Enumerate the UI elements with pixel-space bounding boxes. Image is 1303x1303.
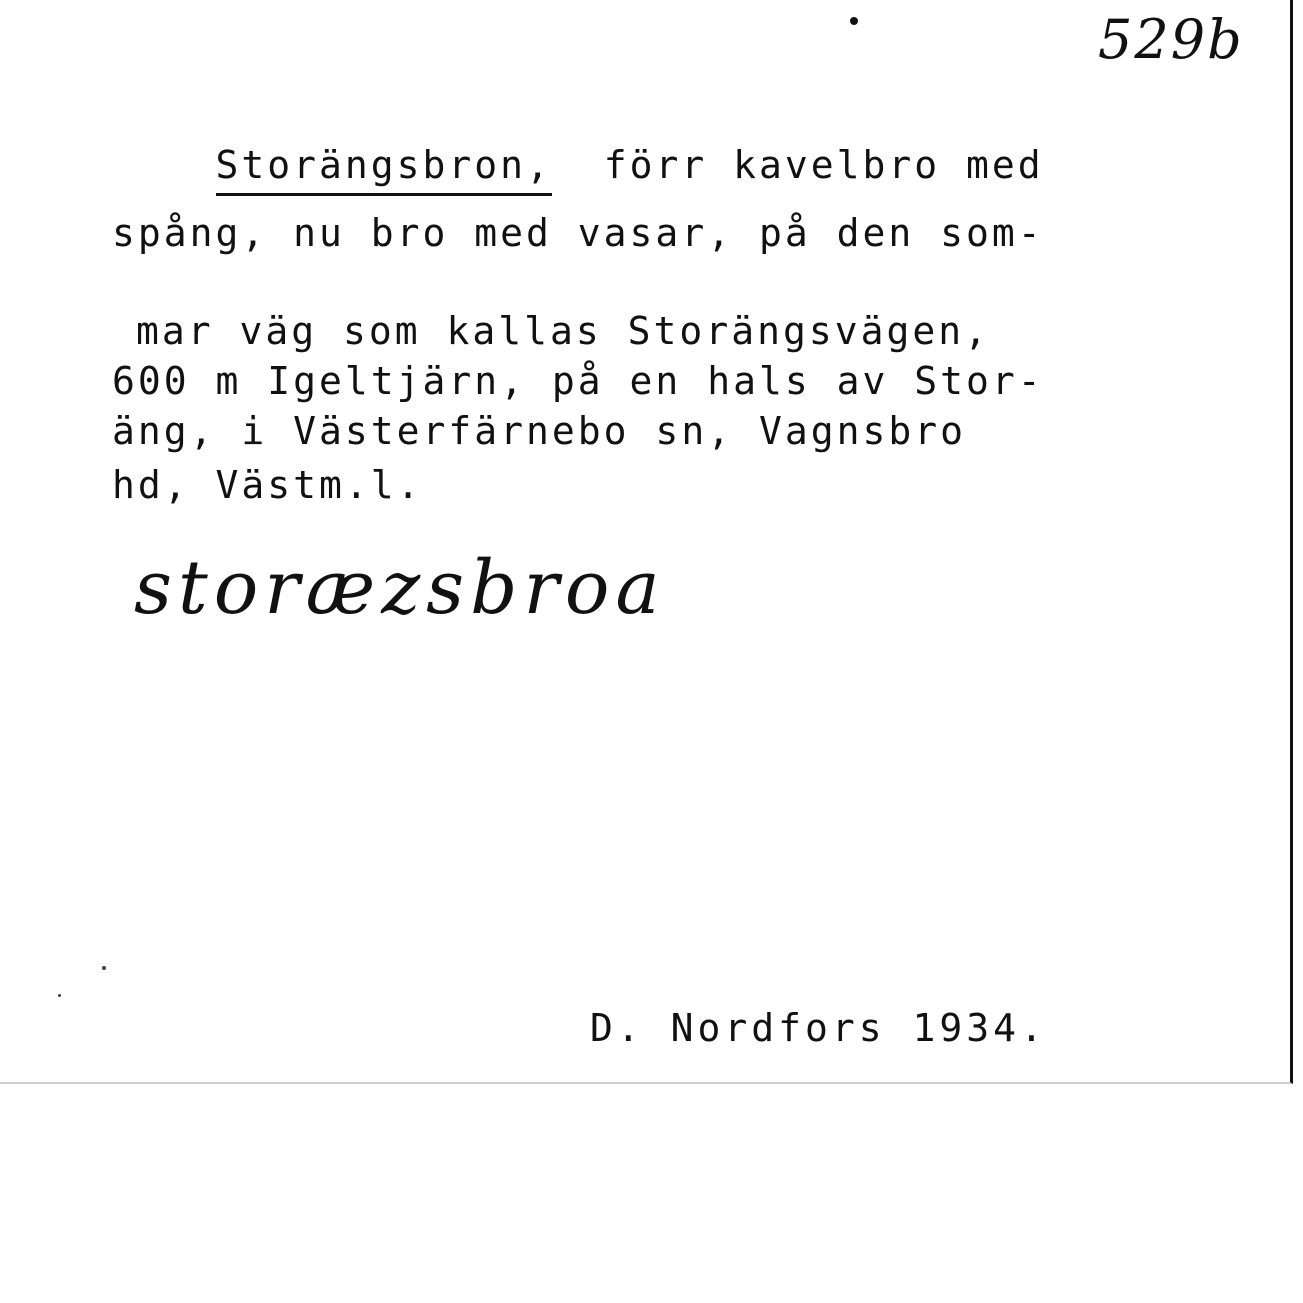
- headword: Storängsbron,: [216, 143, 552, 196]
- ink-dot: [850, 17, 858, 25]
- handwritten-text: storæzsbroa: [134, 545, 666, 631]
- paper-speck: [102, 966, 106, 970]
- text-line-6: hd, Västm.l.: [112, 463, 423, 507]
- handwritten-form: [134, 515, 666, 660]
- text-line-5: äng, i Västerfärnebo sn, Vagnsbro: [112, 409, 966, 453]
- catalog-number: 529b: [1098, 8, 1244, 71]
- text-line-3: mar väg som kallas Storängsvägen,: [136, 309, 990, 353]
- line-1-rest: förr kavelbro med: [603, 143, 1044, 187]
- text-line-1: [112, 108, 1044, 222]
- paper-speck: [58, 994, 61, 997]
- text-line-2: spång, nu bro med vasar, på den som-: [112, 211, 1044, 255]
- text-line-4: 600 m Igeltjärn, på en hals av Stor-: [112, 359, 1044, 403]
- signature: D. Nordfors 1934.: [590, 1006, 1047, 1050]
